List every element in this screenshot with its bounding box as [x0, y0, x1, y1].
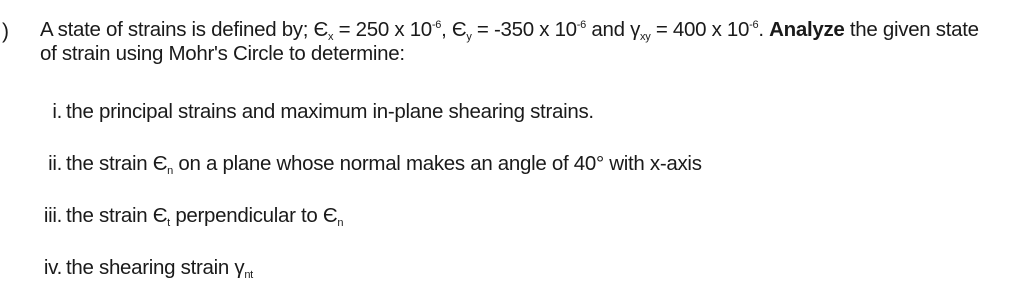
item-text-1: the strain Є	[66, 204, 168, 227]
intro-text-7: .	[758, 18, 770, 41]
item-number: iv.	[43, 256, 62, 279]
exponent-2: -6	[576, 19, 586, 31]
intro-text-2: = 250 x 10	[333, 18, 432, 41]
subscript-n: n	[337, 217, 344, 229]
intro-text-6: = 400 x 10	[650, 18, 750, 41]
intro-text-8: the given state of strain using Mohr's Circle to determine:	[40, 18, 979, 65]
intro-text-1: A state of strains is defined by; Є	[40, 18, 328, 41]
list-item-3	[22, 204, 343, 228]
item-text-2: perpendicular to Є	[169, 204, 338, 227]
item-number: i.	[52, 100, 62, 123]
exponent-3: -6	[749, 19, 759, 31]
list-marker-paren: )	[2, 20, 9, 43]
list-item-2	[22, 152, 702, 176]
subscript-xy: xy	[640, 31, 651, 43]
subscript-x: x	[327, 31, 334, 43]
intro-text-4: = -350 x 10	[471, 18, 577, 41]
item-text-1: the shearing strain γ	[66, 256, 245, 279]
item-text-2: on a plane whose normal makes an angle of 40° with x-axis	[172, 152, 702, 175]
exponent-1: -6	[431, 19, 442, 31]
intro-text-5: and γ	[585, 18, 641, 41]
subscript-y: y	[466, 31, 472, 43]
item-number: iii.	[43, 204, 62, 227]
item-text: the principal strains and maximum in-plane shearing strains.	[66, 100, 594, 123]
subscript-n: n	[167, 165, 173, 177]
subscript-t: t	[167, 217, 170, 229]
item-text-1: the strain Є	[66, 152, 168, 175]
intro-text-3: , Є	[441, 18, 467, 41]
problem-statement	[40, 18, 990, 66]
analyze-bold: Analyze	[769, 18, 845, 41]
list-item-4	[22, 256, 253, 280]
subscript-nt: nt	[244, 269, 253, 281]
list-item-1	[22, 100, 594, 124]
item-number: ii.	[48, 152, 62, 175]
